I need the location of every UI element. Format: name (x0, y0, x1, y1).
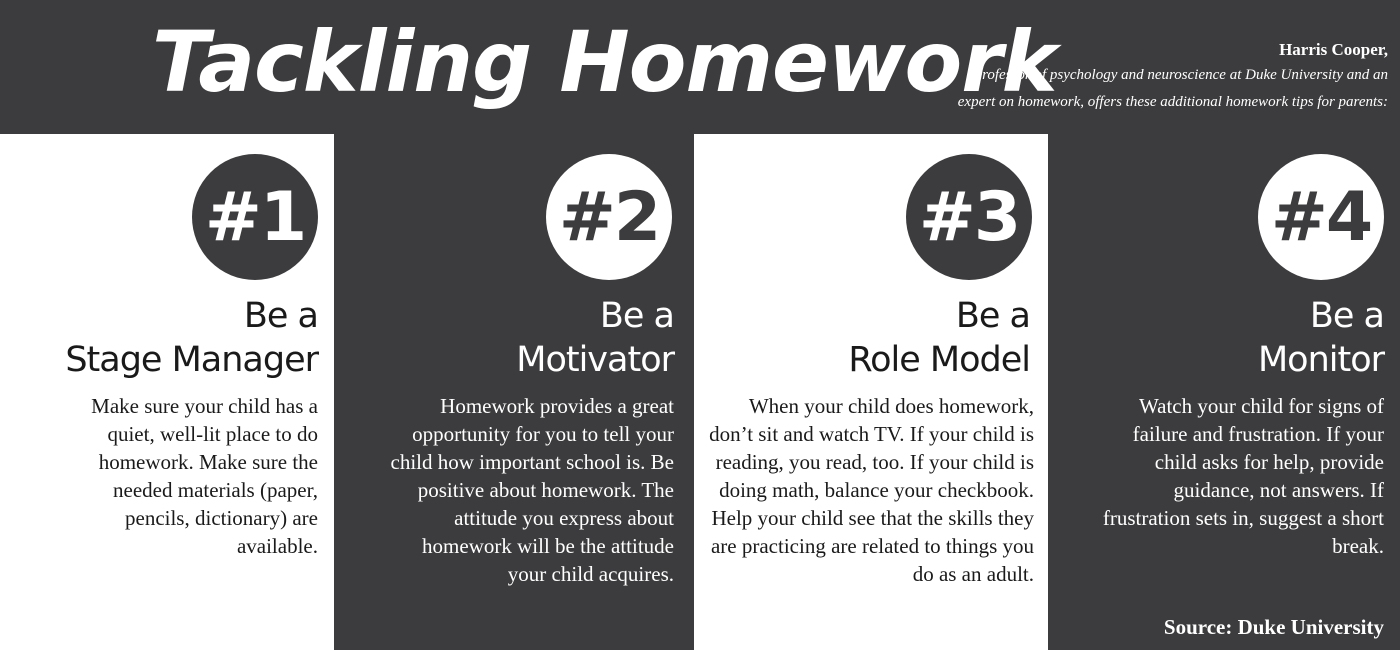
source-credit: Source: Duke University (1163, 615, 1384, 639)
tip-heading-line-2: Role Model (848, 340, 1030, 380)
header (0, 0, 1400, 134)
tip-heading-line-1: Be a (243, 296, 318, 336)
tip-number-badge: #4 (1258, 154, 1384, 280)
tip-heading-line-2: Stage Manager (65, 340, 318, 380)
tip-panel-2 (334, 134, 694, 650)
tip-panel-4 (1048, 134, 1400, 650)
tip-number-badge: #1 (192, 154, 318, 280)
tip-number-badge: #3 (906, 154, 1032, 280)
tip-heading-line-2: Monitor (1257, 340, 1384, 380)
attribution (868, 38, 1388, 116)
page-title: Tackling Homework (152, 13, 1057, 111)
tip-body: Watch your child for signs of failure and frustration. If your child asks for help, provide guidance, not answers. If frustration sets in, suggest a short break. (1102, 394, 1384, 558)
tip-heading-line-1: Be a (599, 296, 674, 336)
tip-heading-line-1: Be a (955, 296, 1030, 336)
tip-body: Homework provides a great opportunity for you to tell your child how important school is. Be positive about homework. The attitude you express about homework will be the attitude your child acquires. (390, 394, 674, 586)
tip-heading (1258, 294, 1384, 382)
attribution-name: Harris Cooper, (1279, 40, 1388, 59)
tip-heading-line-1: Be a (1309, 296, 1384, 336)
attribution-description-line-1: professor of psychology and neuroscience at Duke University and an (974, 67, 1388, 83)
tip-number-badge: #2 (546, 154, 672, 280)
tip-panel-1 (0, 134, 334, 650)
tip-heading (848, 294, 1030, 382)
tip-body: Make sure your child has a quiet, well-lit place to do homework. Make sure the needed materials (paper, pencils, dictionary) are available. (91, 394, 318, 558)
tip-body: When your child does homework, don’t sit and watch TV. If your child is reading, you read, too. If your child is doing math, balance your checkbook. Help your child see that the skills they are practicing are related to things you do as an adult. (709, 394, 1034, 586)
tip-heading-line-2: Motivator (516, 340, 674, 380)
tip-heading (516, 294, 674, 382)
tip-panel-3 (694, 134, 1048, 650)
attribution-description-line-2: expert on homework, offers these additional homework tips for parents: (957, 94, 1388, 110)
tip-heading (65, 294, 318, 382)
